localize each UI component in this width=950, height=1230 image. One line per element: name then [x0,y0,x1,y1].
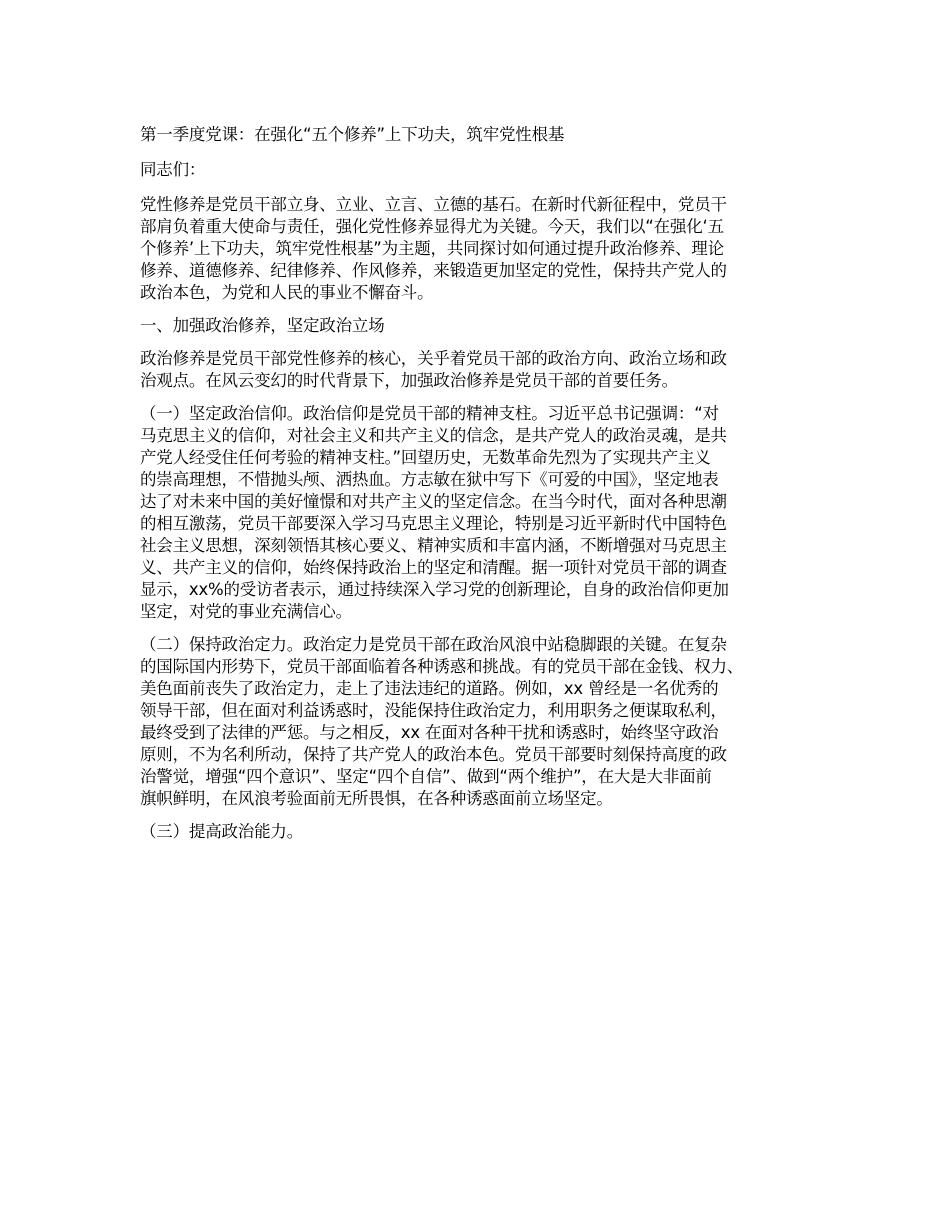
paragraph-line: 美色面前丧失了政治定力，走上了违法违纪的道路。例如，xx 曾经是一名优秀的 [140,679,719,698]
paragraph-political-resolve [140,634,820,810]
title-text: 第一季度党课：在强化“五个修养”上下功夫，筑牢党性根基 [140,125,565,144]
paragraph-line: 的国际国内形势下，党员干部面临着各种诱惑和挑战。有的党员干部在金钱、权力、 [140,657,744,676]
paragraph-political-cultivation [140,348,820,392]
paragraph-line: 义、共产主义的信仰，始终保持政治上的坚定和清醒。据一项针对党员干部的调查 [140,558,727,577]
paragraph-line: 治警觉，增强“四个意识”、坚定“四个自信”、做到“两个维护”，在大是大非面前 [140,767,712,786]
paragraph-line: 马克思主义的信仰，对社会主义和共产主义的信念，是共产党人的政治灵魂，是共 [140,426,727,445]
paragraph-line: 的崇高理想，不惜抛头颅、洒热血。方志敏在狱中写下《可爱的中国》，坚定地表 [140,470,719,489]
paragraph-line: 最终受到了法律的严惩。与之相反，xx 在面对各种干扰和诱惑时，始终坚守政治 [140,723,719,742]
paragraph-line: 产党人经受住任何考验的精神支柱。”回望历史，无数革命先烈为了实现共产主义 [140,448,711,467]
paragraph-line: 部肩负着重大使命与责任，强化党性修养显得尤为关键。今天，我们以“在强化‘五 [140,217,724,236]
paragraph-line: 社会主义思想，深刻领悟其核心要义、精神实质和丰富内涵，不断增强对马克思主 [140,536,727,555]
section-heading-1 [140,315,820,337]
paragraph-intro [140,194,820,304]
paragraph-line: 领导干部，但在面对利益诱惑时，没能保持住政治定力，利用职务之便谋取私利， [140,701,727,720]
paragraph-line: 治观点。在风云变幻的时代背景下，加强政治修养是党员干部的首要任务。 [140,371,678,390]
greeting [140,159,820,181]
paragraph-line: 达了对未来中国的美好憧憬和对共产主义的坚定信念。在当今时代，面对各种思潮 [140,492,727,511]
paragraph-line: （三）提高政治能力。 [140,822,304,841]
paragraph-line: 显示，xx%的受访者表示，通过持续深入学习党的创新理论，自身的政治信仰更加 [140,580,729,599]
greeting-text: 同志们： [140,160,206,179]
paragraph-line: （一）坚定政治信仰。政治信仰是党员干部的精神支柱。习近平总书记强调：“对 [140,404,719,423]
paragraph-line: 旗帜鲜明，在风浪考验面前无所畏惧，在各种诱惑面前立场坚定。 [140,789,613,808]
paragraph-political-belief [140,403,820,623]
paragraph-line: 原则，不为名利所动，保持了共产党人的政治本色。党员干部要时刻保持高度的政 [140,745,727,764]
paragraph-line: 政治本色，为党和人民的事业不懈奋斗。 [140,283,434,302]
paragraph-line: 坚定，对党的事业充满信心。 [140,602,352,621]
paragraph-line: （二）保持政治定力。政治定力是党员干部在政治风浪中站稳脚跟的关键。在复杂 [140,635,727,654]
paragraph-line: 党性修养是党员干部立身、立业、立言、立德的基石。在新时代新征程中，党员干 [140,195,727,214]
paragraph-line: 政治修养是党员干部党性修养的核心，关乎着党员干部的政治方向、政治立场和政 [140,349,727,368]
paragraph-line: 的相互激荡，党员干部要深入学习马克思主义理论，特别是习近平新时代中国特色 [140,514,727,533]
paragraph-line: 个修养’上下功夫，筑牢党性根基”为主题，共同探讨如何通过提升政治修养、理论 [140,239,724,258]
document-title [140,124,820,146]
section-heading-text: 一、加强政治修养，坚定政治立场 [140,316,385,335]
paragraph-political-ability [140,821,820,843]
paragraph-line: 修养、道德修养、纪律修养、作风修养，来锻造更加坚定的党性，保持共产党人的 [140,261,727,280]
document-page [140,124,820,854]
